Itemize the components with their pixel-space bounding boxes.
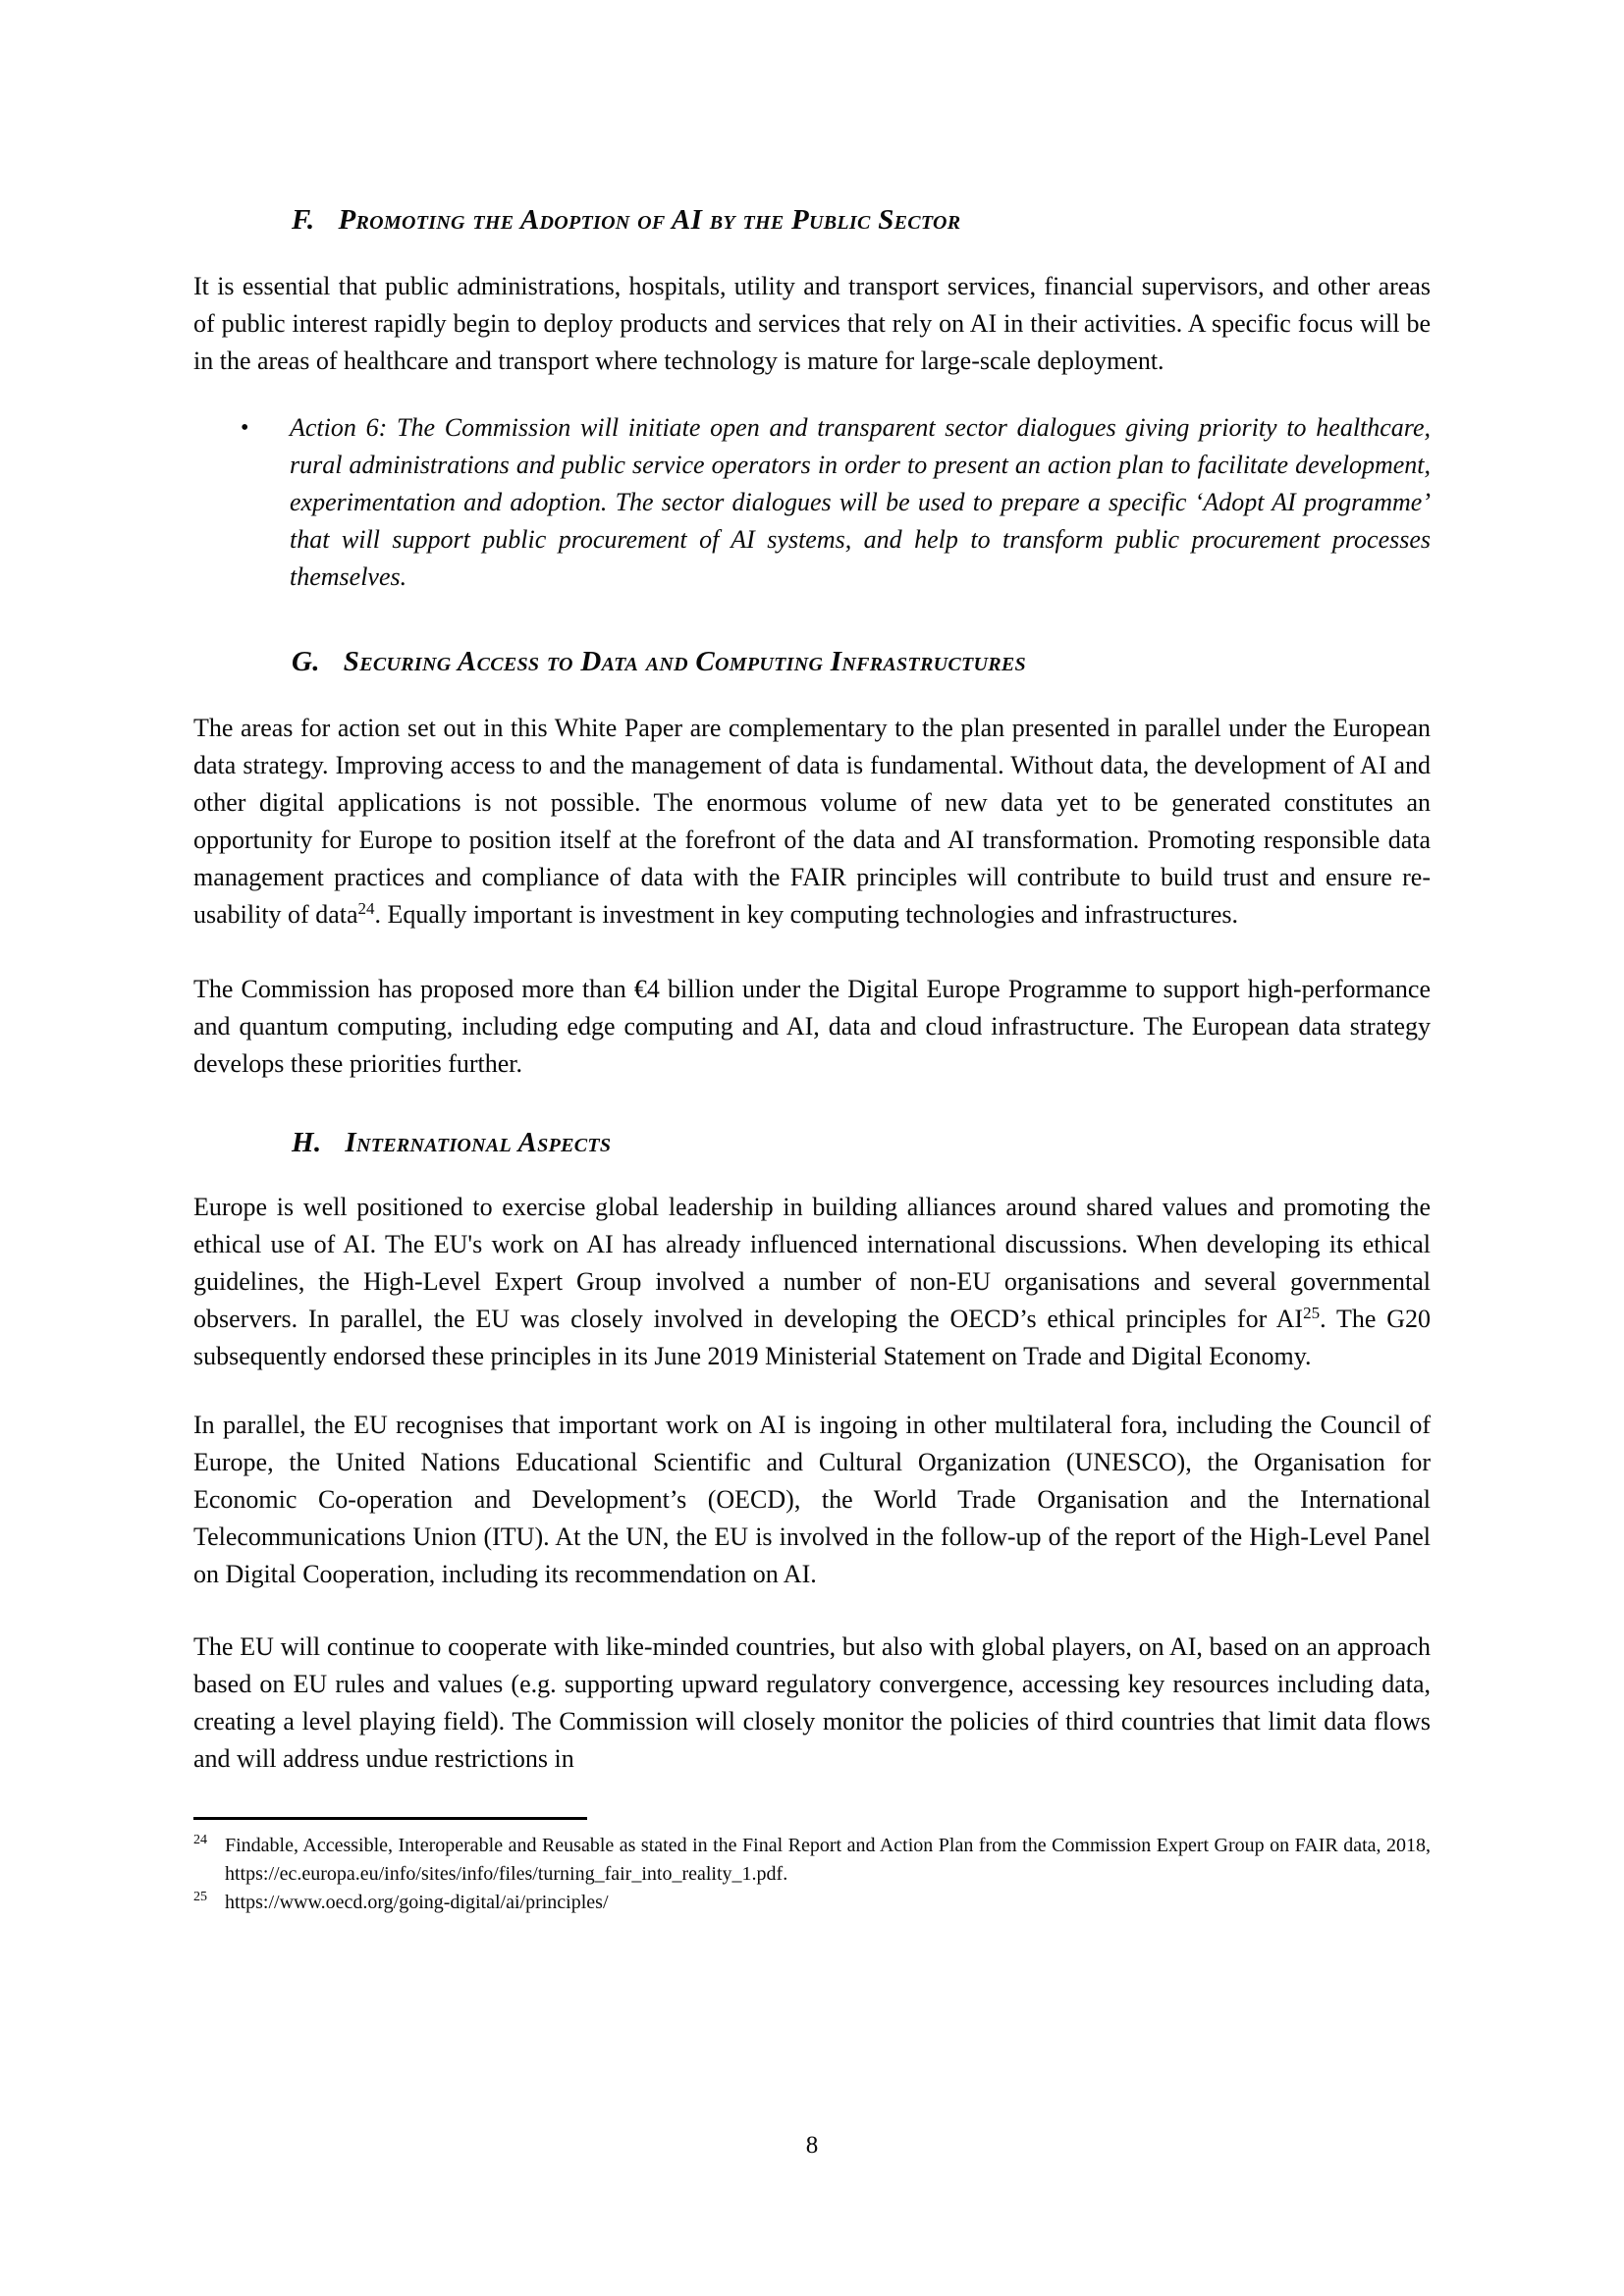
section-letter-f: F. [292, 204, 315, 236]
section-title-f: Promoting the Adoption of AI by the Public Sector [338, 204, 961, 236]
section-letter-g: G. [292, 646, 320, 677]
footnote-25-number: 25 [193, 1890, 207, 1904]
footnote-24-marker [193, 1832, 225, 1889]
section-title-g: Securing Access to Data and Computing Infrastructures [343, 646, 1026, 677]
paragraph-h-1: Europe is well positioned to exercise global leadership in building alliances around shared values and promoting the ethical use of AI. The EU's work on AI has already influenced international discussions. When developing its ethical guidelines, the High-Level Expert Group involved a number of non-EU organisations and several governmental observers. In parallel, the EU was closely involved in developing the OECD’s ethical principles for AI$^{25}$. The G20 subsequently endorsed these principles in its June 2019 Ministerial Statement on Trade and Digital Economy. [193, 1193, 1432, 1370]
section-heading-h [292, 1124, 1431, 1161]
paragraph-f-intro: It is essential that public administrations, hospitals, utility and transport services, financial supervisors, and other areas of public interest rapidly begin to deploy products and services that rely on AI in their activities. A specific focus will be in the areas of healthcare and transport where technology is mature for large-scale deployment. [193, 272, 1431, 375]
action-6-text: Action 6: The Commission will initiate open and transparent sector dialogues giving priority to healthcare, rural administrations and public service operators in order to present an action plan to facilitate development, experimentation and adoption. The sector dialogues will be used to prepare a specific ‘Adopt AI programme’ that will support public procurement of AI systems, and help to transform public procurement processes themselves. [290, 413, 1431, 591]
action-6-list-item [241, 409, 1431, 596]
section-title-h: International Aspects [345, 1127, 612, 1158]
section-letter-h: H. [292, 1127, 322, 1158]
section-heading-f [292, 201, 1431, 239]
footnote-reference: 25 [1303, 1304, 1321, 1322]
footnote-reference: 24 [357, 899, 375, 918]
section-heading-g [292, 643, 1431, 680]
paragraph-g-2: The Commission has proposed more than €4 billion under the Digital Europe Programme to support high-performance and quantum computing, including edge computing and AI, data and cloud infrastructure. The European data strategy develops these priorities further. [193, 975, 1431, 1078]
paragraph-g-1: The areas for action set out in this White Paper are complementary to the plan presented in parallel under the European data strategy. Improving access to and the management of data is fundamental. Without data, the development of AI and other digital applications is not possible. The enormous volume of new data yet to be generated constitutes an opportunity for Europe to position itself at the forefront of the data and AI transformation. Promoting responsible data management practices and compliance of data with the FAIR principles will contribute to build trust and ensure re-usability of data$^{24}$. Equally important is investment in key computing technologies and infrastructures. [193, 714, 1431, 929]
footnote-25-text: https://www.oecd.org/going-digital/ai/principles/ [225, 1892, 609, 1913]
footnote-24-text: Findable, Accessible, Interoperable and Reusable as stated in the Final Report and Action Plan from the Commission Expert Group on FAIR data, 2018, https://ec.europa.eu/info/sites/info/files/turning_fair_into_reality_1.pdf. [225, 1835, 1431, 1885]
page-number: 8 [805, 2132, 819, 2159]
footnote-24-number: 24 [193, 1833, 207, 1847]
bullet-icon: • [241, 415, 249, 441]
paragraph-h-3: The EU will continue to cooperate with like-minded countries, but also with global players, on AI, based on an approach based on EU rules and values (e.g. supporting upward regulatory convergence, accessing key resources including data, creating a level playing field). The Commission will closely monitor the policies of third countries that limit data flows and will address undue restrictions in [193, 1632, 1431, 1773]
paragraph-h-2: In parallel, the EU recognises that important work on AI is ingoing in other multilateral fora, including the Council of Europe, the United Nations Educational Scientific and Cultural Organization (UNESCO), the Organisation for Economic Co-operation and Development’s (OECD), the World Trade Organisation and the International Telecommunications Union (ITU). At the UN, the EU is involved in the follow-up of the report of the High-Level Panel on Digital Cooperation, including its recommendation on AI. [193, 1411, 1431, 1588]
footnote-separator [193, 1817, 587, 1820]
footnote-25 [193, 1889, 1431, 1917]
footnote-24 [193, 1832, 1431, 1889]
footnote-25-marker [193, 1889, 225, 1917]
